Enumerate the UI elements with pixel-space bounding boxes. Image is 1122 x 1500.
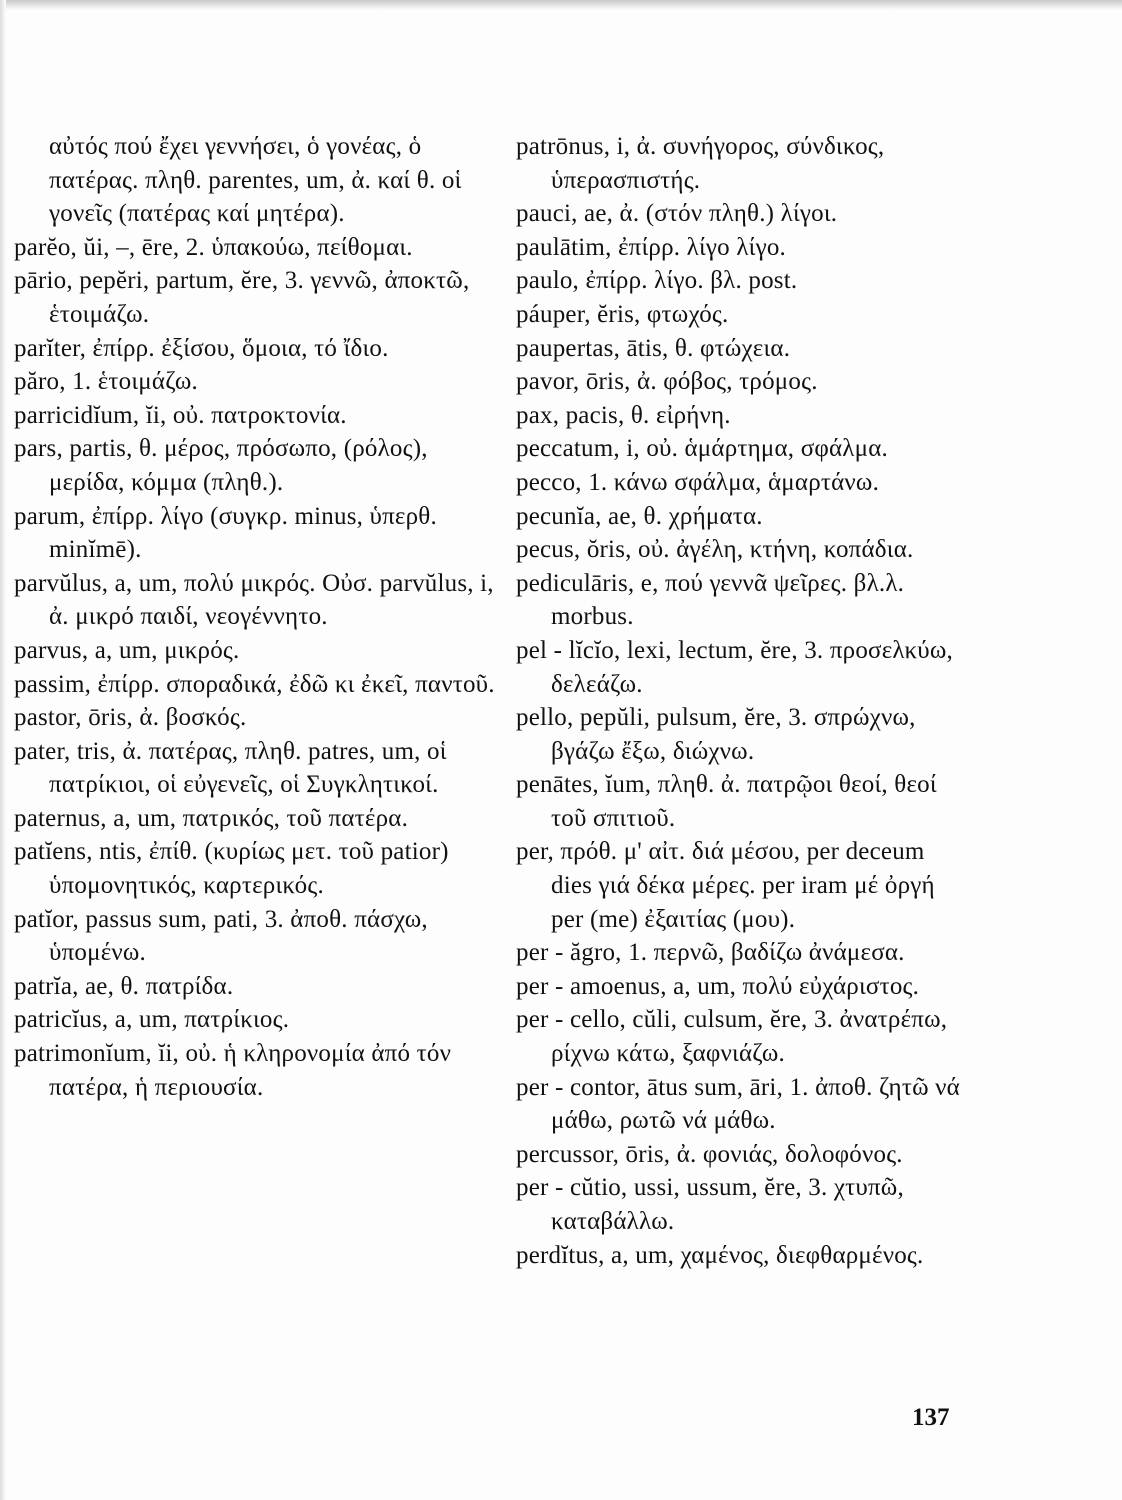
dictionary-entry: peccatum, i, οὐ. ἁμάρτημα, σφάλμα. [516,435,888,463]
dictionary-entry: perdĭtus, a, um, χαμένος, διεφθαρμένος. [516,1241,924,1269]
dictionary-entry: parum, ἐπίρρ. λίγο (συγκρ. minus, ὑπερθ. minĭmē). [14,502,437,564]
dictionary-entry: paupertas, ātis, θ. φτώχεια. [516,334,791,362]
dictionary-entry: patĭor, passus sum, pati, 3. ἀποθ. πάσχω, ὑπομένω. [14,905,428,967]
dictionary-entry: pediculāris, e, πού γεννᾶ ψεῖρες. βλ.λ. morbus. [516,569,905,631]
dictionary-entry: per, πρόθ. μ' αἰτ. διά μέσου, per deceum dies γιά δέκα μέρες. per iram μέ ὀργή per (me) ἐξαιτίας (μου). [516,838,935,933]
dictionary-entry: pavor, ōris, ἀ. φόβος, τρόμος. [516,368,818,396]
dictionary-entry: parvus, a, um, μικρός. [14,636,240,664]
dictionary-entry: patĭens, ntis, ἐπίθ. (κυρίως μετ. τοῦ patior) ὑπομονητικός, καρτερικός. [14,838,449,900]
dictionary-entry: pecunĭa, ae, θ. χρήματα. [516,502,763,530]
page-top-edge [0,0,1122,10]
dictionary-entry: paternus, a, um, πατρικός, τοῦ πατέρα. [14,804,409,832]
dictionary-entry: parĭter, ἐπίρρ. ἐξίσου, ὅμοια, τό ἴδιο. [14,334,389,362]
dictionary-entry: pax, pacis, θ. εἰρήνη. [516,401,731,429]
dictionary-entry: per - contor, ātus sum, āri, 1. ἀποθ. ζητῶ νά μάθω, ρωτῶ νά μάθω. [516,1073,960,1135]
right-column [516,130,966,1272]
dictionary-entry: pauci, ae, ἀ. (στόν πληθ.) λίγοι. [516,200,838,228]
dictionary-entry: pars, partis, θ. μέρος, πρόσωπο, (ρόλος), μερίδα, κόμμα (πληθ.). [14,435,428,496]
dictionary-entry: patrimonĭum, ĭi, οὐ. ἡ κληρονομία ἀπό τόν πατέρα, ἡ περιουσία. [14,1040,452,1101]
dictionary-entry: pater, tris, ἀ. πατέρας, πληθ. patres, um, οἱ πατρίκιοι, οἱ εὐγενεῖς, οἱ Συγκλητικοί. [14,737,447,799]
dictionary-entry: per - cŭtio, ussi, ussum, ĕre, 3. χτυπῶ, καταβάλλω. [516,1174,904,1235]
dictionary-entry: parvŭlus, a, um, πολύ μικρός. Οὐσ. parvŭlus, i, ἀ. μικρό παιδί, νεογέννητο. [14,569,494,631]
dictionary-entry: paulo, ἐπίρρ. λίγο. βλ. post. [516,267,798,295]
dictionary-entry: pello, pepŭli, pulsum, ĕre, 3. σπρώχνω, βγάζω ἔξω, διώχνω. [516,704,916,765]
dictionary-entry: paulātim, ἐπίρρ. λίγο λίγο. [516,233,786,261]
dictionary-entry: parricidĭum, ĭi, οὐ. πατροκτονία. [14,401,347,429]
dictionary-entry: pel - lĭcĭo, lexi, lectum, ĕre, 3. προσελκύω, δελεάζω. [516,636,953,698]
dictionary-entry: per - ăgro, 1. περνῶ, βαδίζω ἀνάμεσα. [516,939,905,967]
dictionary-entry: páuper, ĕris, φτωχός. [516,300,729,328]
dictionary-entry: per - cello, cŭli, culsum, ĕre, 3. ἀνατρέπω, ρίχνω κάτω, ξαφνιάζω. [516,1006,948,1068]
dictionary-entry: parĕo, ŭi, –, ēre, 2. ὑπακούω, πείθομαι. [14,233,413,261]
dictionary-entry: per - amoenus, a, um, πολύ εὐχάριστος. [516,972,920,1000]
dictionary-entry: passim, ἐπίρρ. σποραδικά, ἐδῶ κι ἐκεῖ, παντοῦ. [14,670,495,698]
dictionary-entry: pārio, pepĕri, partum, ĕre, 3. γεννῶ, ἀποκτῶ, ἑτοιμάζω. [14,267,470,328]
dictionary-entry: patricĭus, a, um, πατρίκιος. [14,1006,290,1034]
dictionary-entry: αὐτός πού ἔχει γεννήσει, ὁ γονέας, ὁ πατέρας. πληθ. parentes, um, ἀ. καί θ. οἱ γονεῖς (πατέρας καί μητέρα). [49,133,462,228]
page-number: 137 [912,1404,950,1431]
dictionary-entry: pecus, ŏris, οὐ. ἀγέλη, κτήνη, κοπάδια. [516,536,914,564]
dictionary-entry: patrĭa, ae, θ. πατρίδα. [14,972,234,1000]
page-left-edge [0,0,6,1500]
dictionary-entry: patrōnus, i, ἀ. συνήγορος, σύνδικος, ὑπερασπιστής. [516,133,885,194]
dictionary-entry: pastor, ōris, ἀ. βοσκός. [14,704,247,732]
dictionary-entry: pecco, 1. κάνω σφάλμα, ἁμαρτάνω. [516,468,880,496]
dictionary-entry: păro, 1. ἑτοιμάζω. [14,368,198,396]
dictionary-entry: penātes, ĭum, πληθ. ἀ. πατρῷοι θεοί, θεοί τοῦ σπιτιοῦ. [516,771,937,832]
left-column [14,130,500,1104]
dictionary-entry: percussor, ōris, ἀ. φονιάς, δολοφόνος. [516,1140,903,1168]
